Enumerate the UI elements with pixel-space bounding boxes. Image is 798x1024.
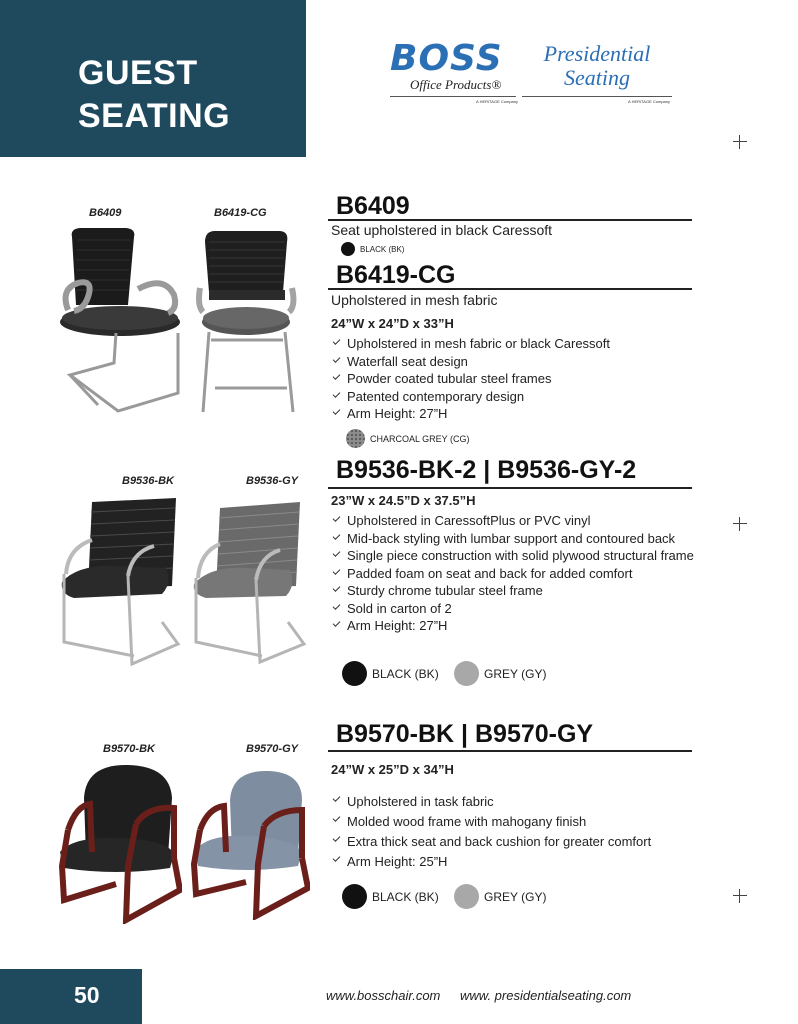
swatch-circle-black bbox=[341, 242, 355, 256]
product-dimensions: 23”W x 24.5”D x 37.5”H bbox=[331, 493, 476, 508]
feature-list bbox=[331, 512, 701, 635]
presidential-line2: Seating bbox=[564, 65, 630, 90]
page-title-line1: GUEST bbox=[78, 54, 198, 92]
title-rule bbox=[328, 487, 692, 489]
image-label-b9536-bk: B9536-BK bbox=[122, 475, 174, 487]
swatch-label: BLACK (BK) bbox=[372, 889, 439, 904]
swatch-circle-grey bbox=[454, 661, 479, 686]
swatch-circle-charcoal bbox=[346, 429, 365, 448]
feature-item: Upholstered in mesh fabric or black Caressoft bbox=[331, 335, 610, 353]
color-swatch-black bbox=[342, 661, 439, 686]
product-description: Upholstered in mesh fabric bbox=[331, 292, 498, 308]
chair-image-b9570-gy bbox=[190, 768, 310, 920]
feature-item: Arm Height: 25”H bbox=[331, 852, 651, 872]
swatch-label: CHARCOAL GREY (CG) bbox=[370, 433, 470, 444]
swatch-label: BLACK (BK) bbox=[372, 666, 439, 681]
product-description: Seat upholstered in black Caressoft bbox=[331, 222, 553, 238]
link-presidentialseating[interactable]: www. presidentialseating.com bbox=[460, 988, 632, 1003]
page-title bbox=[78, 52, 230, 138]
crop-mark-icon bbox=[733, 517, 747, 531]
color-swatch-charcoal bbox=[346, 429, 470, 448]
title-rule bbox=[328, 288, 692, 290]
feature-list bbox=[331, 792, 651, 872]
title-rule bbox=[328, 750, 692, 752]
product-dimensions: 24”W x 25”D x 34”H bbox=[331, 762, 454, 777]
swatch-label: GREY (GY) bbox=[484, 666, 547, 681]
presidential-line1: Presidential bbox=[543, 41, 651, 66]
feature-item: Sturdy chrome tubular steel frame bbox=[331, 582, 701, 600]
image-label-b9570-bk: B9570-BK bbox=[103, 743, 155, 755]
presidential-logo[interactable] bbox=[522, 42, 672, 102]
feature-item: Arm Height: 27”H bbox=[331, 405, 610, 423]
swatch-circle-grey bbox=[454, 884, 479, 909]
title-rule bbox=[328, 219, 692, 221]
boss-tagline: A HERITAGE Company bbox=[476, 99, 518, 104]
boss-wordmark: BOSS bbox=[390, 38, 503, 79]
feature-item: Extra thick seat and back cushion for greater comfort bbox=[331, 832, 651, 852]
color-swatch-black bbox=[341, 242, 404, 256]
model-title-b9570: B9570-BK | B9570-GY bbox=[336, 720, 594, 748]
feature-item: Padded foam on seat and back for added comfort bbox=[331, 565, 701, 583]
model-title-b6419-cg: B6419-CG bbox=[336, 261, 456, 289]
boss-logo[interactable] bbox=[390, 38, 518, 104]
chair-image-b9570-bk bbox=[56, 762, 182, 924]
image-label-b6409: B6409 bbox=[89, 207, 122, 219]
footer-links bbox=[326, 988, 631, 1003]
chair-image-b9536-gy bbox=[190, 500, 308, 666]
color-swatch-black bbox=[342, 884, 439, 909]
page-number: 50 bbox=[74, 982, 100, 1008]
link-bosschair[interactable]: www.bosschair.com bbox=[326, 988, 441, 1003]
feature-item: Molded wood frame with mahogany finish bbox=[331, 812, 651, 832]
crop-mark-icon bbox=[733, 889, 747, 903]
feature-item: Single piece construction with solid plywood structural frame bbox=[331, 547, 701, 565]
chair-image-b6419-cg bbox=[195, 228, 307, 418]
feature-list bbox=[331, 335, 610, 423]
image-label-b6419-cg: B6419-CG bbox=[214, 207, 267, 219]
presidential-logo-rule bbox=[522, 96, 672, 97]
swatch-label: GREY (GY) bbox=[484, 889, 547, 904]
chair-image-b6409 bbox=[58, 225, 188, 420]
model-title-b6409: B6409 bbox=[336, 192, 410, 220]
presidential-tagline: A HERITAGE Company bbox=[628, 99, 670, 104]
feature-item: Upholstered in CaressoftPlus or PVC vinyl bbox=[331, 512, 701, 530]
feature-item: Waterfall seat design bbox=[331, 353, 610, 371]
feature-item: Arm Height: 27”H bbox=[331, 617, 701, 635]
boss-logo-rule bbox=[390, 96, 516, 97]
feature-item: Mid-back styling with lumbar support and contoured back bbox=[331, 530, 701, 548]
swatch-circle-black bbox=[342, 884, 367, 909]
swatch-label: BLACK (BK) bbox=[360, 244, 405, 254]
image-label-b9570-gy: B9570-GY bbox=[246, 743, 298, 755]
boss-subtitle: Office Products® bbox=[410, 77, 502, 92]
feature-item: Patented contemporary design bbox=[331, 388, 610, 406]
color-swatch-grey bbox=[454, 661, 546, 686]
page-title-line2: SEATING bbox=[78, 97, 231, 135]
footer-banner bbox=[0, 969, 142, 1024]
image-label-b9536-gy: B9536-GY bbox=[246, 475, 298, 487]
swatch-circle-black bbox=[342, 661, 367, 686]
header-banner bbox=[0, 0, 306, 157]
chair-image-b9536-bk bbox=[58, 494, 182, 666]
model-title-b9536: B9536-BK-2 | B9536-GY-2 bbox=[336, 456, 637, 484]
color-swatch-grey bbox=[454, 884, 546, 909]
product-dimensions: 24”W x 24”D x 33”H bbox=[331, 316, 454, 331]
feature-item: Upholstered in task fabric bbox=[331, 792, 651, 812]
feature-item: Powder coated tubular steel frames bbox=[331, 370, 610, 388]
crop-mark-icon bbox=[733, 135, 747, 149]
feature-item: Sold in carton of 2 bbox=[331, 600, 701, 618]
